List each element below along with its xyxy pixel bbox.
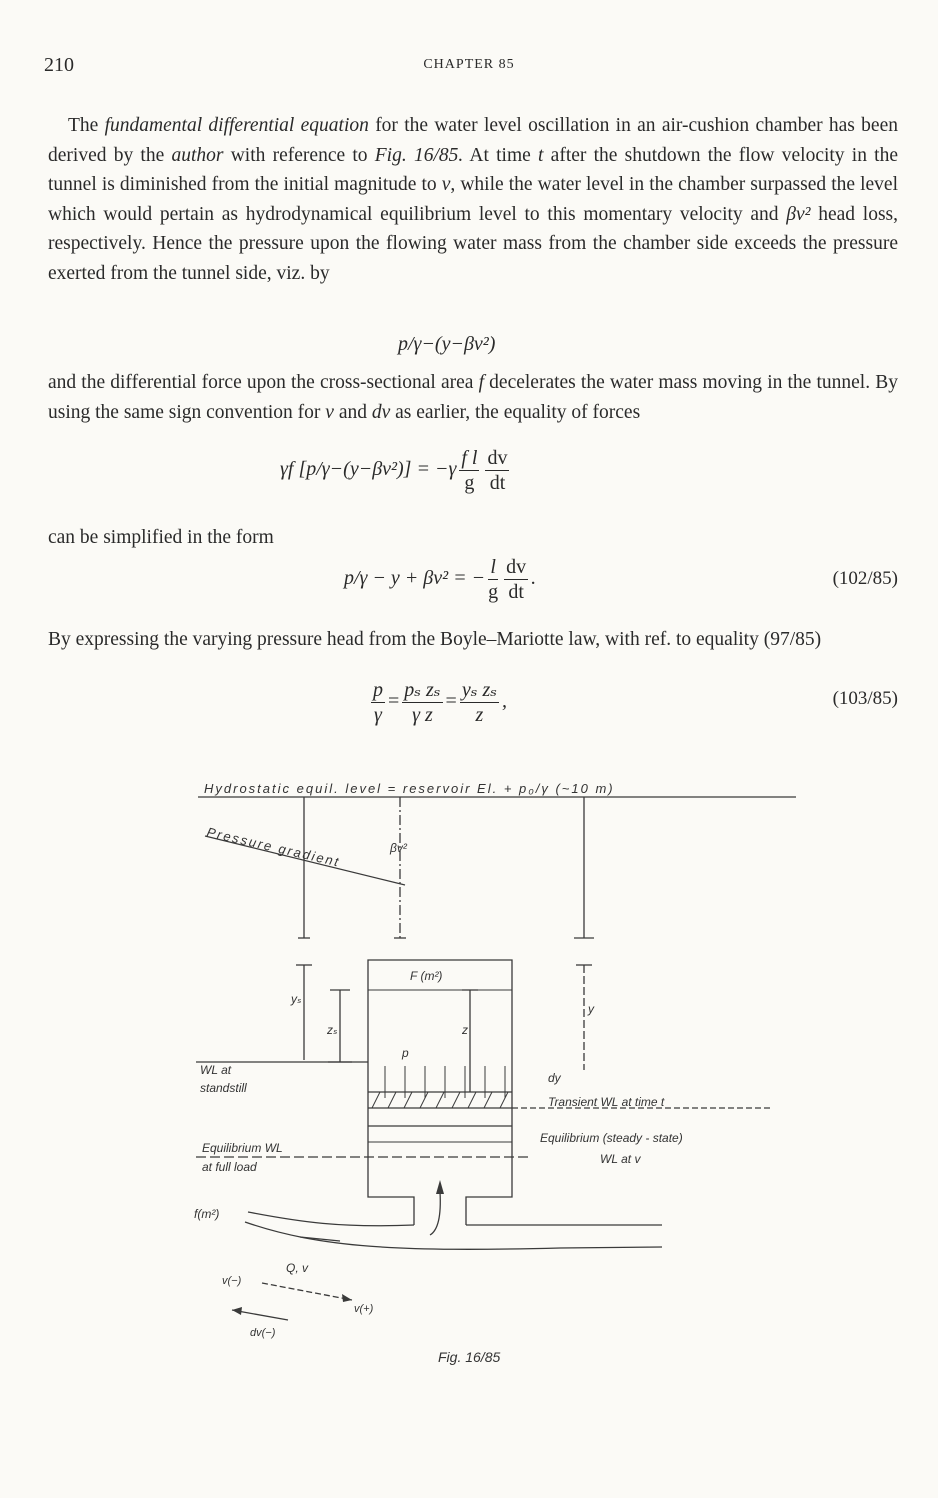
fraction bbox=[485, 446, 509, 495]
hydrostatic-label: Hydrostatic equil. level = reservoir El. + p₀/γ (~10 m) bbox=[204, 781, 615, 796]
dy-label: dy bbox=[548, 1071, 561, 1085]
equals: = bbox=[388, 690, 400, 713]
zs-label: zₛ bbox=[327, 1023, 338, 1037]
numerator: dv bbox=[506, 556, 527, 578]
denominator: g bbox=[464, 472, 475, 494]
flow-direction-line bbox=[262, 1283, 352, 1300]
flow-arrow-up bbox=[430, 1192, 440, 1235]
variable: v bbox=[441, 174, 451, 196]
denominator: dt bbox=[508, 581, 524, 603]
y-label: y bbox=[588, 1002, 594, 1016]
variable: dv bbox=[371, 401, 391, 423]
text: , while the water level in the chamber surpassed the level which would pertain as hydrodynamical equilibrium level to this momentary velocity and bbox=[48, 174, 898, 225]
numerator: yₛ zₛ bbox=[461, 679, 497, 701]
chapter-header: CHAPTER 85 bbox=[423, 57, 515, 72]
tunnel-bottom bbox=[245, 1222, 662, 1249]
numerator: p bbox=[373, 679, 383, 701]
fraction bbox=[371, 678, 385, 727]
pressure-gradient-label: Pressure gradient bbox=[205, 824, 342, 870]
eq4-end: , bbox=[501, 690, 507, 713]
figure-16-85 bbox=[0, 760, 938, 1400]
transient-label: Transient WL at time t bbox=[548, 1095, 665, 1109]
fraction bbox=[459, 446, 479, 495]
variable: βv² bbox=[786, 203, 811, 225]
text: The bbox=[68, 115, 105, 136]
denominator: γ bbox=[374, 704, 382, 726]
paragraph-1 bbox=[48, 111, 898, 289]
text: decelerates the water mass moving in the tunnel. By using the same sign convention for bbox=[48, 372, 898, 423]
equation-number: (102/85) bbox=[832, 568, 898, 589]
text: for the water level oscillation in an air-cushion chamber has been derived by the bbox=[48, 115, 898, 166]
text: and bbox=[333, 401, 372, 423]
text: At time bbox=[463, 144, 539, 166]
tunnel-top bbox=[248, 1212, 414, 1226]
eq3-lhs: p/γ − y + βv² = − bbox=[344, 567, 486, 590]
fraction bbox=[504, 555, 528, 604]
fraction bbox=[460, 678, 499, 727]
paragraph-3: can be simplified in the form bbox=[48, 527, 274, 548]
equilibrium-steady-label-2: WL at v bbox=[600, 1152, 641, 1166]
v-plus-label: v(+) bbox=[354, 1303, 374, 1315]
paragraph-2 bbox=[48, 368, 898, 427]
wl-standstill-label-2: standstill bbox=[200, 1081, 247, 1095]
equilibrium-full-label: Equilibrium WL bbox=[202, 1141, 283, 1155]
dv-minus-label: dv(−) bbox=[250, 1327, 276, 1339]
beta-v2-label: βv² bbox=[390, 841, 407, 855]
eq2-lhs: γf [p/γ−(y−βv²)] = −γ bbox=[280, 458, 457, 481]
figure-caption: Fig. 16/85 bbox=[438, 1349, 501, 1365]
p-label: p bbox=[402, 1046, 409, 1060]
equation-2 bbox=[280, 446, 512, 495]
text: with reference to bbox=[223, 144, 375, 166]
fraction bbox=[402, 678, 442, 727]
equation-number: (103/85) bbox=[832, 688, 898, 709]
equation-1: p/γ−(y−βv²) bbox=[398, 333, 496, 355]
emphasis: author bbox=[171, 144, 224, 166]
equation-3 bbox=[344, 555, 536, 604]
hatching bbox=[372, 1092, 508, 1108]
f-area-label: F (m²) bbox=[410, 969, 443, 983]
text: and the differential force upon the cross-sectional area bbox=[48, 372, 479, 393]
emphasis: fundamental differential equation bbox=[104, 115, 369, 136]
denominator: γ z bbox=[412, 704, 433, 726]
pressure-arrows bbox=[385, 1066, 505, 1098]
text: as earlier, the equality of forces bbox=[390, 401, 641, 423]
paragraph-4: By expressing the varying pressure head from the Boyle–Mariotte law, with ref. to equality (97/85) bbox=[48, 629, 822, 650]
equilibrium-full-label-2: at full load bbox=[202, 1160, 257, 1174]
variable: t bbox=[538, 144, 544, 166]
numerator: f l bbox=[461, 447, 478, 469]
numerator: dv bbox=[487, 447, 508, 469]
equation-4 bbox=[368, 678, 507, 727]
denominator: z bbox=[475, 704, 484, 726]
text: after the shutdown the flow velocity in the tunnel is diminished from the initial magnitude to bbox=[48, 144, 899, 196]
variable: f bbox=[478, 372, 485, 393]
f-tunnel-label: f(m²) bbox=[194, 1207, 220, 1221]
page-number: 210 bbox=[44, 54, 74, 76]
equilibrium-steady-label: Equilibrium (steady - state) bbox=[540, 1131, 683, 1145]
z-label: z bbox=[462, 1023, 468, 1037]
numerator: pₛ zₛ bbox=[404, 679, 441, 701]
ys-label: yₛ bbox=[291, 992, 302, 1006]
q-v-label: Q, v bbox=[286, 1261, 309, 1275]
wl-standstill-label: WL at bbox=[200, 1063, 232, 1077]
eq3-end: . bbox=[531, 567, 537, 590]
fraction bbox=[488, 555, 498, 604]
text: head loss, respectively. Hence the pressure upon the flowing water mass from the chamber side exceeds the pressure exerted from the tunnel side, viz. by bbox=[48, 203, 899, 284]
equals: = bbox=[445, 690, 457, 713]
numerator: l bbox=[488, 555, 498, 580]
variable: v bbox=[325, 401, 334, 423]
denominator: dt bbox=[489, 472, 506, 494]
emphasis: Fig. 16/85. bbox=[374, 144, 464, 166]
v-minus-label: v(−) bbox=[222, 1275, 242, 1287]
denominator: g bbox=[488, 581, 499, 603]
